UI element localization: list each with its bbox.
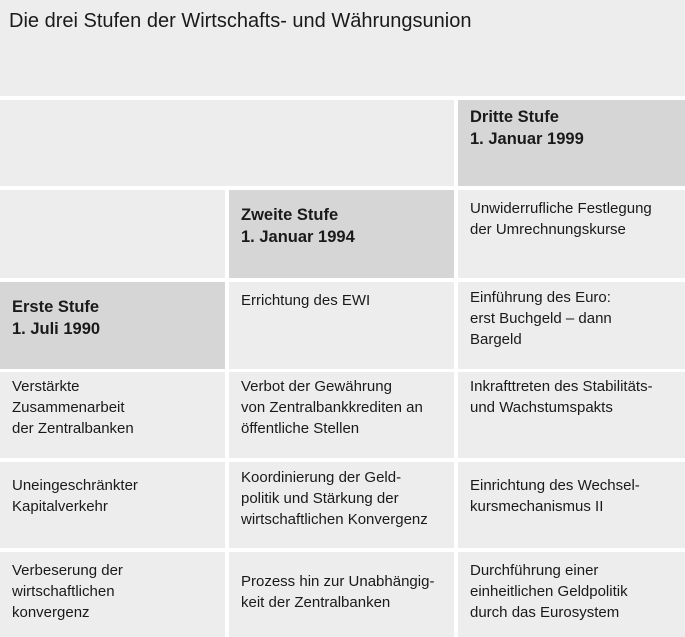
empty-block-left [0, 190, 225, 278]
stage-2-name: Zweite Stufe [241, 206, 339, 224]
stage-2-header [229, 190, 454, 278]
stage-1-item: Verbeserung der wirtschaftlichen konvergenz [0, 552, 225, 637]
stage-1-name: Erste Stufe [12, 298, 100, 316]
stage-1-header [0, 282, 225, 369]
stage-3-item: Inkrafttreten des Stabilitäts- und Wachstumspakts [458, 372, 685, 458]
diagram-title: Die drei Stufen der Wirtschafts- und Währungsunion [9, 10, 472, 32]
stage-1-item: Verstärkte Zusammenarbeit der Zentralbanken [0, 372, 225, 458]
stage-3-item: Einrichtung des Wechsel- kursmechanismus II [458, 462, 685, 548]
stage-2-item: Prozess hin zur Unabhängig- keit der Zentralbanken [229, 552, 454, 637]
stage-3-date: 1. Januar 1999 [470, 130, 584, 148]
stage-3-item: Durchführung einer einheitlichen Geldpolitik durch das Eurosystem [458, 552, 685, 637]
stage-1-date: 1. Juli 1990 [12, 320, 101, 338]
stage-3-item: Unwiderrufliche Festlegung der Umrechnungskurse [458, 190, 685, 278]
stage-1-item: Uneingeschränkter Kapitalverkehr [0, 462, 225, 548]
stage-2-item: Koordinierung der Geld- politik und Stärkung der wirtschaftlichen Konvergenz [229, 462, 454, 548]
empty-block-top-left [0, 100, 454, 186]
stage-3-name: Dritte Stufe [470, 108, 559, 126]
title-area [0, 0, 685, 96]
stage-3-item: Einführung des Euro: erst Buchgeld – dann Bargeld [458, 282, 685, 369]
stage-3-header [458, 100, 685, 186]
stage-2-item: Errichtung des EWI [229, 282, 454, 369]
stage-2-item: Verbot der Gewährung von Zentralbankkrediten an öffentliche Stellen [229, 372, 454, 458]
stage-2-date: 1. Januar 1994 [241, 228, 355, 246]
